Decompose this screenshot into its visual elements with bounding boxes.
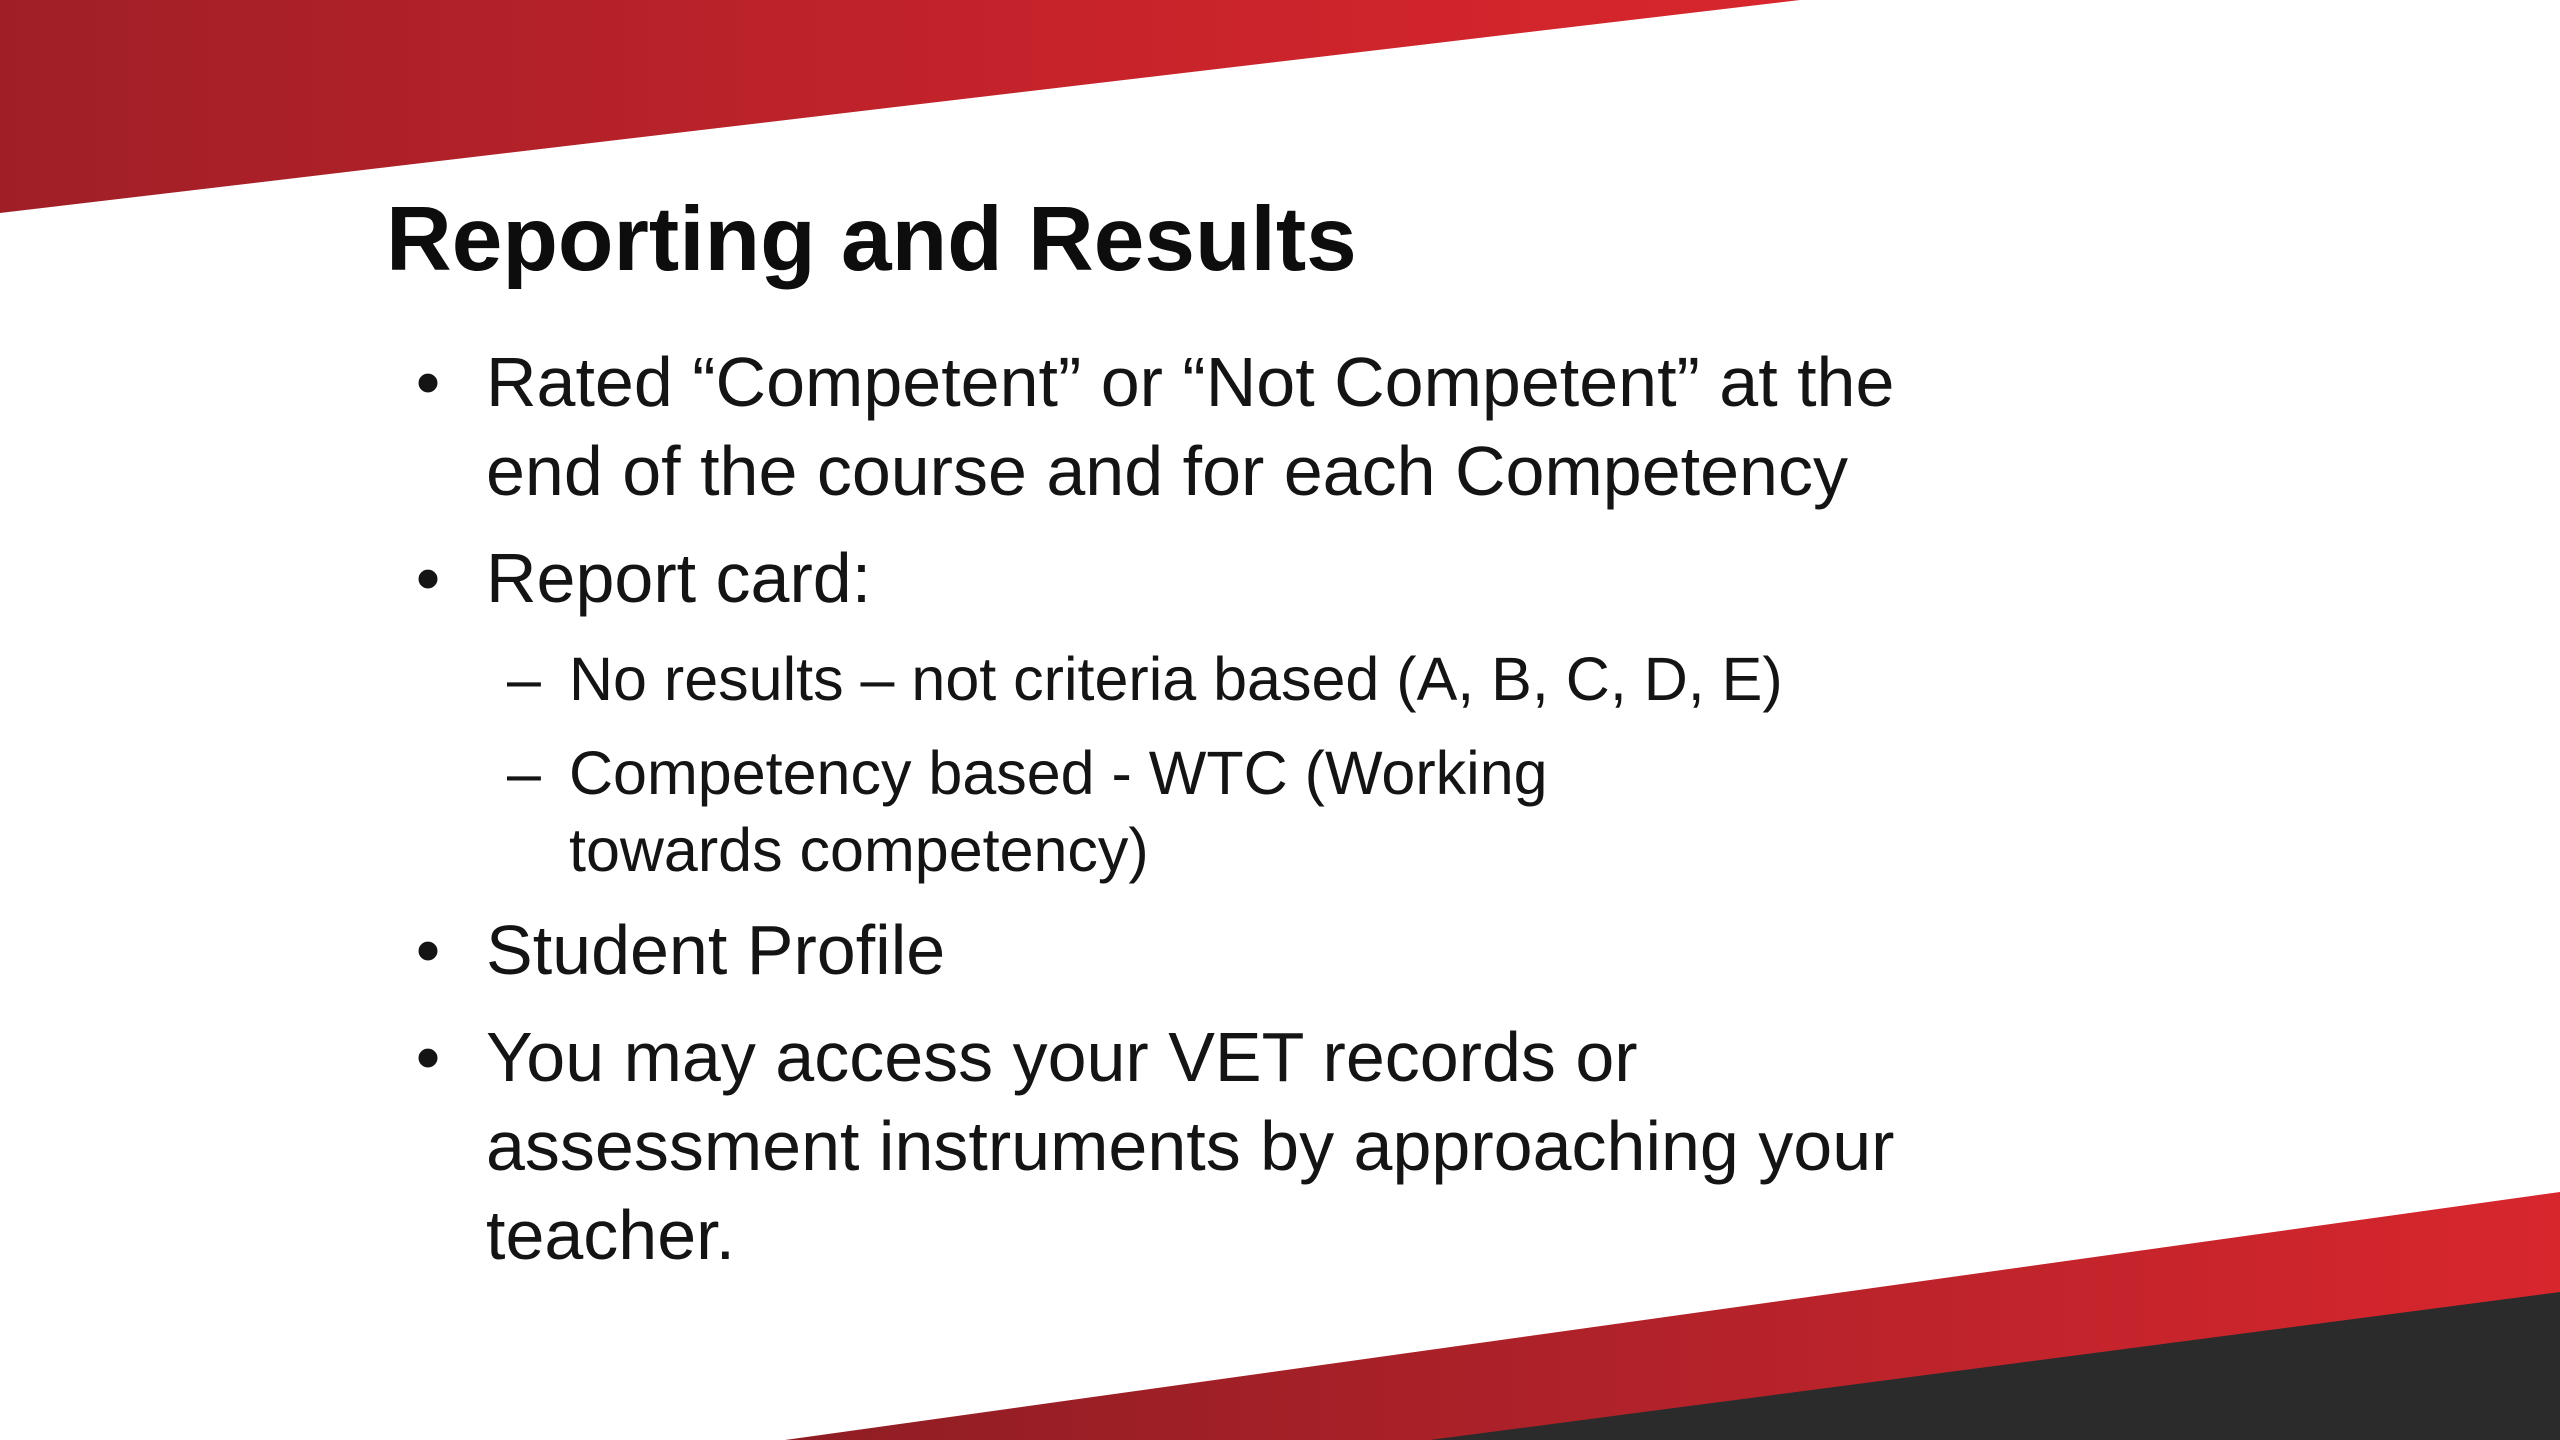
bullet-dot: • [415, 911, 441, 989]
sub-item-text-line-2: towards competency) [569, 816, 1149, 884]
slide-title: Reporting and Results [386, 189, 1357, 290]
bullet-text-line-2: end of the course and for each Competency [486, 432, 1848, 510]
bullet-vet-records [415, 1013, 2046, 1280]
top-red-band [0, 0, 1800, 213]
bullet-text: Student Profile [486, 911, 946, 989]
sub-item-no-results [507, 641, 2046, 718]
bullet-dot: • [415, 539, 441, 617]
bullet-text: Report card: [486, 539, 872, 617]
bullet-dot: • [415, 1018, 441, 1096]
bullet-report-card [415, 534, 2046, 623]
bullet-rated-competent [415, 338, 2046, 516]
dash-marker: – [507, 645, 541, 713]
bullet-text-line-2: assessment instruments by approaching your [486, 1107, 1895, 1185]
bullet-text-line-1: Rated “Competent” or “Not Competent” at the [486, 343, 1895, 421]
sub-item-text: No results – not criteria based (A, B, C, D, E) [569, 645, 1783, 713]
bullet-list [415, 338, 2046, 1298]
bullet-text-line-3: teacher. [486, 1196, 736, 1274]
bullet-text-line-1: You may access your VET records or [486, 1018, 1638, 1096]
report-card-sub-list [507, 641, 2046, 889]
dash-marker: – [507, 739, 541, 807]
sub-item-text-line-1: Competency based - WTC (Working [569, 739, 1548, 807]
bullet-dot: • [415, 343, 441, 421]
bullet-student-profile [415, 906, 2046, 995]
sub-item-competency-based [507, 735, 2046, 889]
